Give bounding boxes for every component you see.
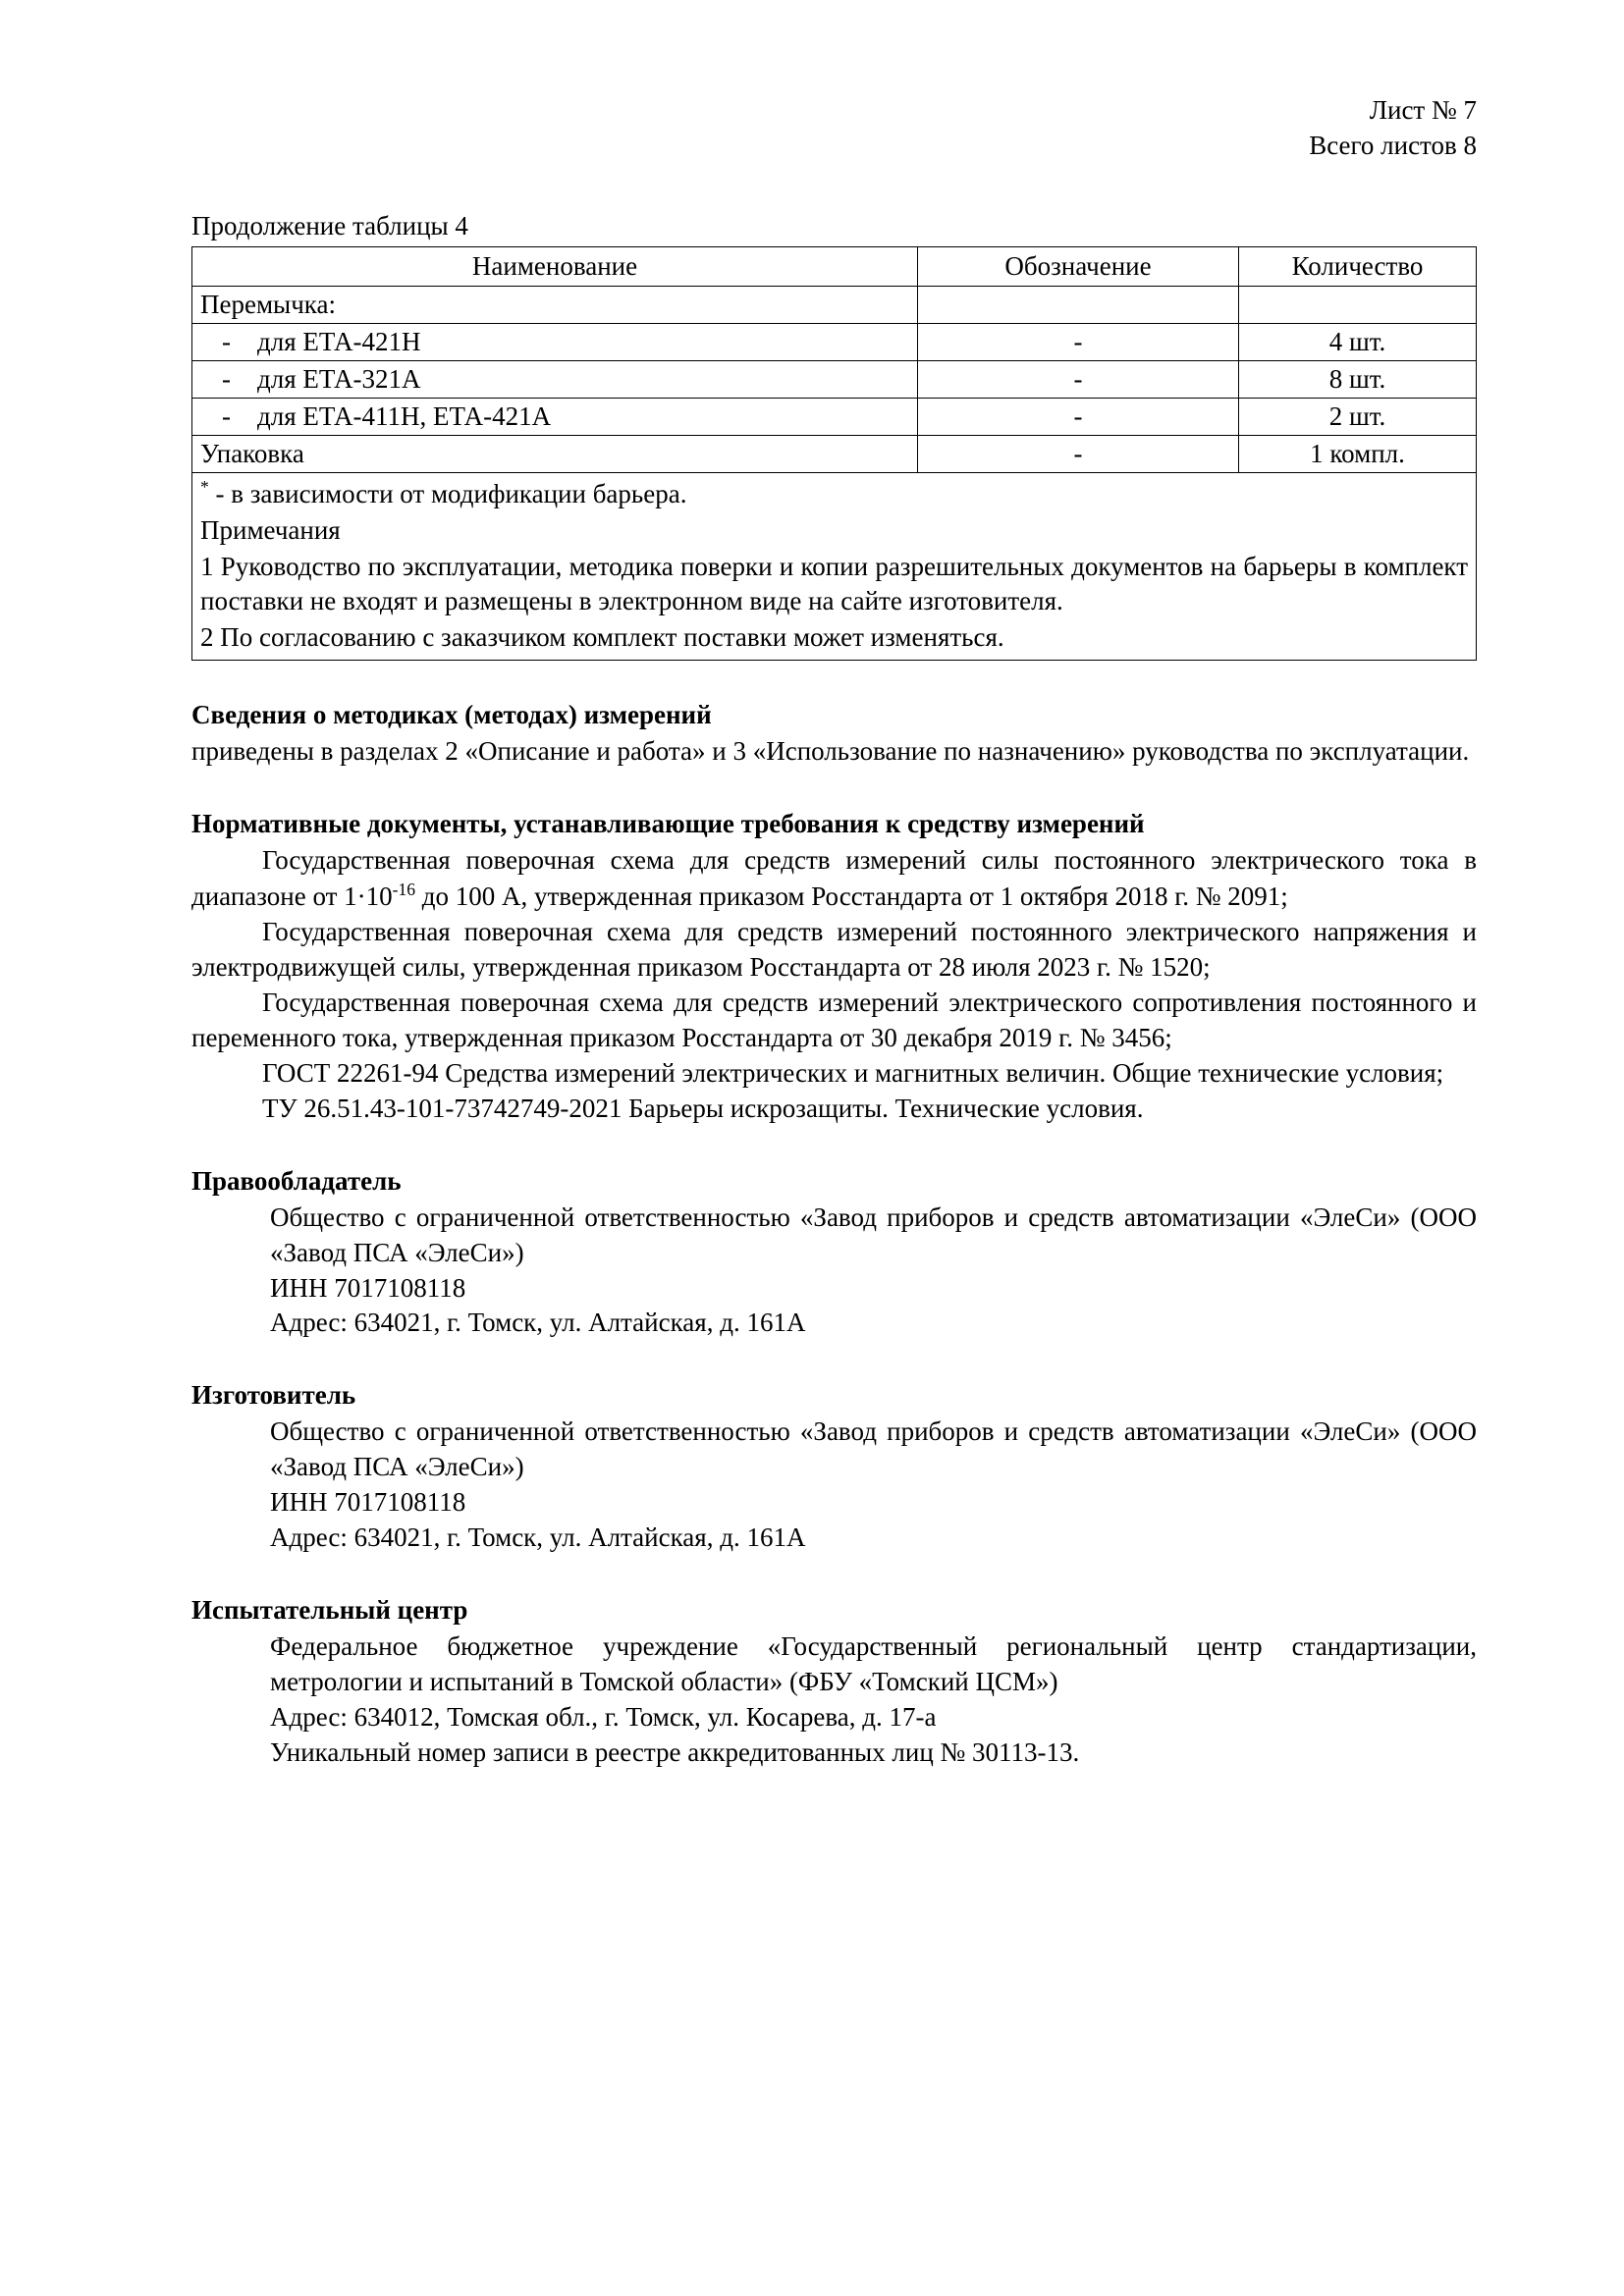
cell-name-text: для ЕТА-411Н, ЕТА-421А [257,400,552,431]
footnote-marker: * [200,476,209,497]
footnote-text: - в зависимости от модификации барьера. [208,478,687,508]
test-center-address: Адрес: 634012, Томская обл., г. Томск, ул. Косарева, д. 17-а [270,1701,937,1732]
normative-item: Государственная поверочная схема для средств измерений электрического сопротивления постоянного и переменного тока, утвержденная приказом Росстандарта от 30 декабря 2019 г. № 3456; [191,988,1477,1052]
rightholder-address: Адрес: 634021, г. Томск, ул. Алтайская, д. 161А [270,1308,806,1338]
column-header-name: Наименование [192,246,918,286]
note-item: 2 По согласованию с заказчиком комплект поставки может изменяться. [200,622,1004,653]
normative-item: Государственная поверочная схема для средств измерений постоянного электрического напряжения и электродвижущей силы, утвержденная приказом Росстандарта от 28 июля 2023 г. № 1520; [191,917,1477,983]
cell-designation: - [918,398,1239,435]
test-center-name: Федеральное бюджетное учреждение «Государственный региональный центр стандартизации, метрологии и испытаний в Томской области» (ФБУ «Томский ЦСМ») [270,1631,1477,1697]
table-notes [192,472,1477,660]
table-row [192,286,1477,323]
section-methods [191,698,1477,770]
section-title: Нормативные документы, устанавливающие требования к средству измерений [191,809,1145,839]
cell-name-text: для ЕТА-421Н [257,326,421,356]
cell-designation [918,286,1239,323]
list-dash: - [222,326,231,356]
table-row [192,323,1477,360]
section-test-center [191,1593,1477,1771]
list-dash: - [222,363,231,394]
normative-item: ГОСТ 22261-94 Средства измерений электрических и магнитных величин. Общие технические условия; [262,1057,1444,1088]
note-item: 1 Руководство по эксплуатации, методика поверки и копии разрешительных документов на барьеры в комплект поставки не входят и размещены в электронном виде на сайте изготовителя. [200,552,1468,616]
cell-designation: - [918,323,1239,360]
rightholder-inn: ИНН 7017108118 [270,1272,466,1303]
manufacturer-inn: ИНН 7017108118 [270,1487,466,1518]
cell-name: Перемычка: [192,286,918,323]
column-header-quantity: Количество [1239,246,1477,286]
table-caption: Продолжение таблицы 4 [191,210,468,240]
table-header-row [192,246,1477,286]
cell-quantity [1239,286,1477,323]
sheet-number: Лист № 7 [1369,95,1477,125]
table-row [192,360,1477,398]
section-rightholder [191,1164,1477,1342]
list-dash: - [222,400,231,431]
table-row [192,435,1477,472]
cell-designation: - [918,435,1239,472]
test-center-registry-number: Уникальный номер записи в реестре аккредитованных лиц № 30113-13. [270,1736,1080,1767]
section-manufacturer [191,1378,1477,1556]
table-footnote [200,476,1468,511]
section-title: Правообладатель [191,1165,402,1196]
cell-quantity: 8 шт. [1239,360,1477,398]
manufacturer-address: Адрес: 634021, г. Томск, ул. Алтайская, д. 161А [270,1522,806,1553]
cell-name-text: для ЕТА-321А [257,363,421,394]
normative-item-part1: Государственная поверочная схема для средств измерений силы постоянного электрического тока в диапазоне от 1·10 [191,845,1477,912]
cell-quantity: 4 шт. [1239,323,1477,360]
equipment-table [191,246,1477,661]
cell-name: Упаковка [192,435,918,472]
section-title: Сведения о методиках (методах) измерений [191,700,712,730]
cell-designation: - [918,360,1239,398]
section-text: приведены в разделах 2 «Описание и работа» и 3 «Использование по назначению» руководства по эксплуатации. [191,736,1470,767]
normative-item [191,843,1477,915]
notes-title: Примечания [200,514,341,545]
manufacturer-name: Общество с ограниченной ответственностью «Завод приборов и средств автоматизации «ЭлеСи» (ООО «Завод ПСА «ЭлеСи») [270,1416,1477,1482]
normative-item-part2: до 100 А, утвержденная приказом Росстандарта от 1 октября 2018 г. № 2091; [415,881,1288,912]
cell-quantity: 2 шт. [1239,398,1477,435]
column-header-designation: Обозначение [918,246,1239,286]
rightholder-details [270,1201,1477,1342]
section-normative-documents [191,807,1477,1126]
table-row [192,398,1477,435]
table-notes-row [192,472,1477,660]
rightholder-name: Общество с ограниченной ответственностью «Завод приборов и средств автоматизации «ЭлеСи» (ООО «Завод ПСА «ЭлеСи») [270,1201,1477,1267]
manufacturer-details [270,1415,1477,1556]
section-title: Изготовитель [191,1380,356,1411]
cell-quantity: 1 компл. [1239,435,1477,472]
cell-name [192,398,918,435]
total-sheets: Всего листов 8 [1309,130,1477,160]
exponent: -16 [392,880,415,900]
test-center-details [270,1629,1477,1771]
cell-name [192,323,918,360]
normative-item: ТУ 26.51.43-101-73742749-2021 Барьеры искрозащиты. Технические условия. [262,1093,1144,1123]
page-header [191,93,1477,164]
section-title: Испытательный центр [191,1595,468,1626]
cell-name [192,360,918,398]
